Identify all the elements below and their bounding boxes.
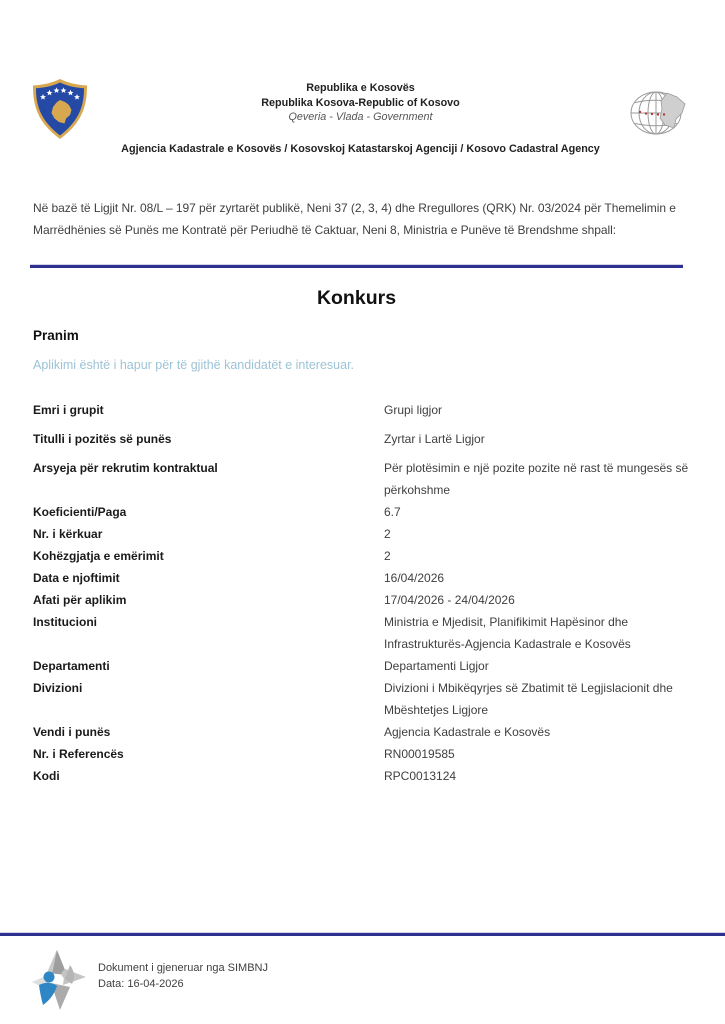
agency-name: Agjencia Kadastrale e Kosovës / Kosovskoj Katastarskoj Agenciji / Kosovo Cadastral Agency	[121, 142, 600, 155]
intro-paragraph: Në bazë të Ligjit Nr. 08/L – 197 për zyrtarët publikë, Neni 37 (2, 3, 4) dhe Rregullores (QRK) Nr. 03/2024 për Themelimin e Marrëdhënies së Punës me Kontratë për Periudhë të Caktuar, Neni 8, Ministria e Punëve të Brendshme shpall:	[33, 201, 676, 237]
field-row	[33, 545, 695, 567]
field-label: Data e njoftimit	[33, 571, 120, 585]
field-value: Agjencia Kadastrale e Kosovës	[384, 725, 551, 739]
field-row	[33, 655, 695, 677]
field-label: Kodi	[33, 769, 60, 783]
footer-text	[98, 950, 268, 992]
field-value: Ministria e Mjedisit, Planifikimit Hapësinor dhe Infrastrukturës-Agjencia Kadastrale e Kosovës	[384, 615, 631, 651]
field-value: Grupi ligjor	[384, 403, 443, 417]
field-label: Departamenti	[33, 659, 110, 673]
field-label: Vendi i punës	[33, 725, 111, 739]
field-value: Divizioni i Mbikëqyrjes së Zbatimit të Legjislacionit dhe Mbështetjes Ligjore	[384, 681, 673, 717]
fields-list	[33, 399, 695, 787]
field-row	[33, 589, 695, 611]
kosovo-coat-of-arms-icon	[30, 78, 92, 145]
field-value: Departamenti Ligjor	[384, 659, 489, 673]
field-row	[33, 457, 695, 501]
field-value: 2	[384, 549, 391, 563]
field-label: Nr. i Referencës	[33, 747, 124, 761]
field-value: RN00019585	[384, 747, 455, 761]
field-value: 16/04/2026	[384, 571, 445, 585]
field-row	[33, 743, 695, 765]
field-row	[33, 501, 695, 523]
header-line-3: Qeveria - Vlada - Government	[288, 111, 433, 123]
application-notice: Aplikimi është i hapur për të gjithë kandidatët e interesuar.	[33, 358, 355, 372]
field-label: Emri i grupit	[33, 403, 104, 417]
field-label: Titulli i pozitës së punës	[33, 432, 172, 446]
field-label: Arsyeja për rekrutim kontraktual	[33, 461, 218, 475]
section-heading: Pranim	[33, 328, 79, 343]
field-row	[33, 399, 695, 421]
field-label: Kohëzgjatja e emërimit	[33, 549, 164, 563]
field-row	[33, 765, 695, 787]
header-titles	[92, 78, 629, 156]
field-value: RPC0013124	[384, 769, 457, 783]
field-label: Divizioni	[33, 681, 83, 695]
field-row	[33, 428, 695, 450]
cadastral-agency-globe-icon	[629, 78, 695, 144]
page-title: Konkurs	[316, 287, 397, 309]
header-line-2: Republika Kosova-Republic of Kosovo	[261, 96, 460, 109]
field-label: Nr. i kërkuar	[33, 527, 103, 541]
field-value: 17/04/2026 - 24/04/2026	[384, 593, 515, 607]
field-row	[33, 721, 695, 743]
field-row	[33, 611, 695, 655]
document-footer	[30, 950, 268, 1010]
field-label: Institucioni	[33, 615, 97, 629]
footer-line-1: Dokument i gjeneruar nga SIMBNJ	[98, 962, 268, 974]
divider-line	[30, 264, 683, 268]
document-header	[30, 78, 695, 156]
field-row	[33, 677, 695, 721]
field-row	[33, 567, 695, 589]
field-value: 2	[384, 527, 391, 541]
field-row	[33, 523, 695, 545]
header-line-1: Republika e Kosovës	[306, 82, 415, 94]
field-value: 6.7	[384, 505, 401, 519]
footer-divider-line	[0, 932, 725, 936]
footer-line-2: Data: 16-04-2026	[98, 978, 184, 990]
field-value: Për plotësimin e një pozite pozite në rast të mungesës së përkohshme	[384, 461, 689, 497]
simbnj-logo-icon	[30, 950, 86, 1010]
field-value: Zyrtar i Lartë Ligjor	[384, 432, 485, 446]
field-label: Afati për aplikim	[33, 593, 127, 607]
field-label: Koeficienti/Paga	[33, 505, 127, 519]
